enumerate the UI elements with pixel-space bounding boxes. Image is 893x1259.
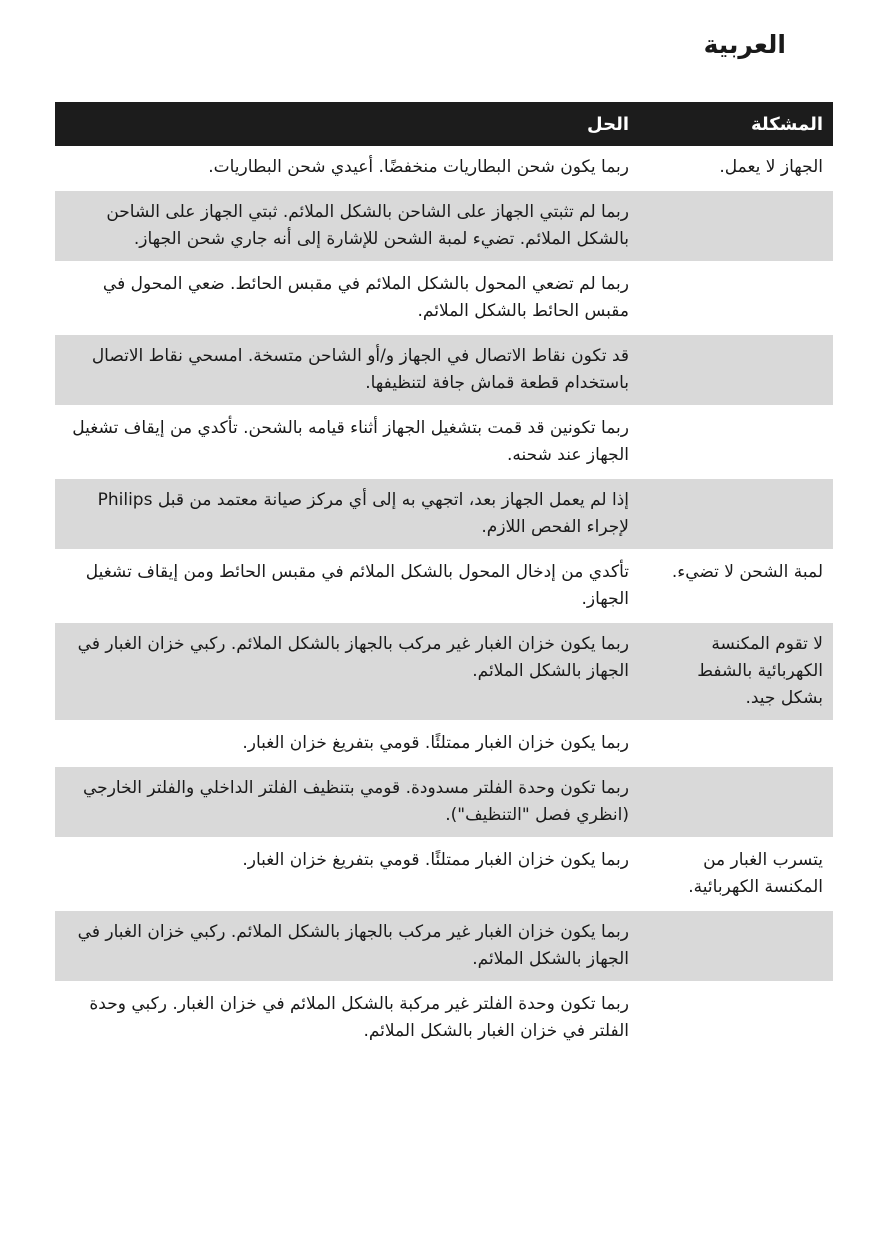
solution-cell: تأكدي من إدخال المحول بالشكل الملائم في مقبس الحائط ومن إيقاف تشغيل الجهاز. <box>85 562 629 609</box>
table-row <box>55 191 833 263</box>
table-row <box>55 335 833 407</box>
problem-cell <box>661 263 833 333</box>
header-problem: المشكلة <box>750 113 823 135</box>
problem-cell: لا تقوم المكنسة الكهربائية بالشفط بشكل جيد. <box>697 634 823 708</box>
table-row <box>55 767 833 839</box>
problem-cell: يتسرب الغبار من المكنسة الكهربائية. <box>688 850 823 897</box>
problem-cell <box>661 335 833 405</box>
table-row <box>55 983 833 1055</box>
solution-cell: ربما يكون شحن البطاريات منخفضًا. أعيدي شحن البطاريات. <box>208 157 629 177</box>
problem-cell <box>661 479 833 549</box>
problem-cell <box>661 722 833 765</box>
problem-cell <box>661 911 833 981</box>
table-row <box>55 479 833 551</box>
solution-cell: ربما يكون خزان الغبار ممتلئًا. قومي بتفريغ خزان الغبار. <box>242 850 629 870</box>
table-row <box>55 839 833 911</box>
table-row <box>55 146 833 191</box>
solution-cell: قد تكون نقاط الاتصال في الجهاز و/أو الشاحن متسخة. امسحي نقاط الاتصال باستخدام قطعة قماش جافة لتنظيفها. <box>91 346 629 393</box>
problem-cell: لمبة الشحن لا تضيء. <box>671 562 823 582</box>
table-row <box>55 263 833 335</box>
table-body <box>55 146 833 1055</box>
problem-cell <box>661 767 833 837</box>
solution-cell: إذا لم يعمل الجهاز بعد، اتجهي به إلى أي مركز صيانة معتمد من قبل Philips لإجراء الفحص اللازم. <box>97 490 629 537</box>
solution-cell: ربما تكونين قد قمت بتشغيل الجهاز أثناء قيامه بالشحن. تأكدي من إيقاف تشغيل الجهاز عند شحنه. <box>72 418 629 465</box>
solution-cell: ربما لم تثبتي الجهاز على الشاحن بالشكل الملائم. ثبتي الجهاز على الشاحن بالشكل الملائم. تضيء لمبة الشحن للإشارة إلى أنه جاري شحن الجهاز. <box>106 202 629 249</box>
solution-cell: ربما يكون خزان الغبار ممتلئًا. قومي بتفريغ خزان الغبار. <box>242 733 629 753</box>
problem-cell: الجهاز لا يعمل. <box>719 157 823 177</box>
troubleshooting-table <box>55 102 833 1055</box>
solution-cell: ربما تكون وحدة الفلتر مسدودة. قومي بتنظيف الفلتر الداخلي والفلتر الخارجي (انظري فصل "التنظيف"). <box>83 778 629 825</box>
problem-cell <box>661 983 833 1053</box>
problem-cell <box>661 191 833 261</box>
solution-cell: ربما يكون خزان الغبار غير مركب بالجهاز بالشكل الملائم. ركبي خزان الغبار في الجهاز بالشكل الملائم. <box>77 922 629 969</box>
table-row <box>55 551 833 623</box>
solution-cell: ربما تكون وحدة الفلتر غير مركبة بالشكل الملائم في خزان الغبار. ركبي وحدة الفلتر في خزان الغبار بالشكل الملائم. <box>89 994 629 1041</box>
table-row <box>55 911 833 983</box>
table-header <box>55 102 833 146</box>
page-title: العربية <box>703 30 786 59</box>
solution-cell: ربما يكون خزان الغبار غير مركب بالجهاز بالشكل الملائم. ركبي خزان الغبار في الجهاز بالشكل الملائم. <box>77 634 629 681</box>
table-row <box>55 623 833 722</box>
solution-cell: ربما لم تضعي المحول بالشكل الملائم في مقبس الحائط. ضعي المحول في مقبس الحائط بالشكل الملائم. <box>102 274 629 321</box>
table-row <box>55 722 833 767</box>
table-row <box>55 407 833 479</box>
header-solution: الحل <box>587 113 629 135</box>
problem-cell <box>661 407 833 477</box>
